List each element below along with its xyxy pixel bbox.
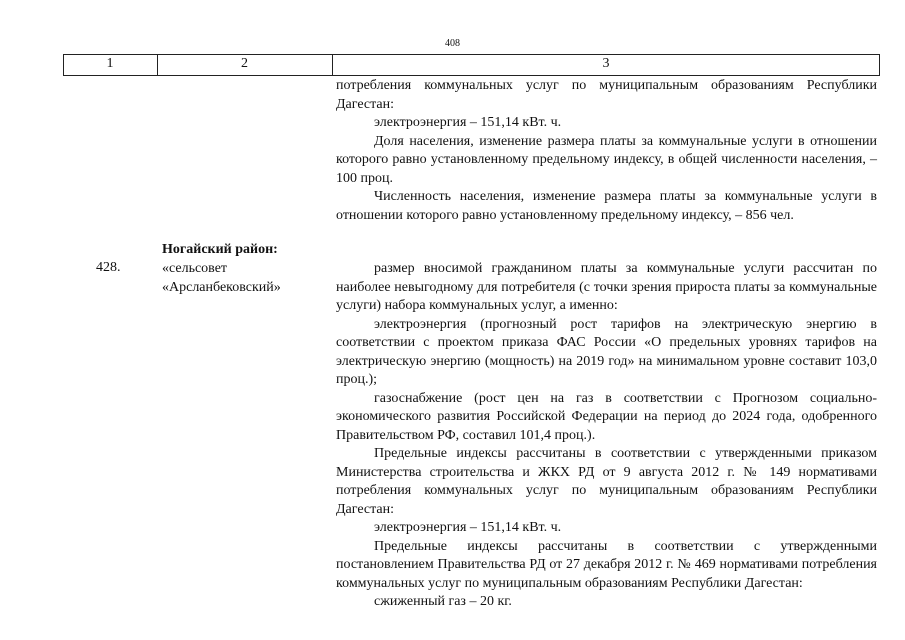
paragraph: Предельные индексы рассчитаны в соответствии с утвержденными приказом Министерства строительства и ЖКХ РД от 9 августа 2012 г. № 149 нормативами потребления коммунальных услуг по муниципальным образованиям Республики Дагестан: [336, 446, 877, 517]
table-header-row [63, 54, 880, 76]
entry-number: 428. [96, 260, 121, 275]
table-border-right [879, 55, 880, 75]
paragraph: Предельные индексы рассчитаны в соответствии с утвержденными постановлением Правительства РД от 27 декабря 2012 г. № 469 нормативами потребления коммунальных услуг по муниципальным образованиям Республики Дагестан: [336, 538, 877, 591]
column-2-header: 2 [241, 56, 248, 71]
paragraph: газоснабжение (рост цен на газ в соответствии с Прогнозом социально-экономического развития Российской Федерации на период до 2024 года, одобренного Правительством РФ, составил 101,4 проц.). [336, 390, 877, 443]
paragraph: размер вносимой гражданином платы за коммунальные услуги рассчитан по наиболее невыгодному для потребителя (с точки зрения прироста платы за коммунальные услуги) набора коммунальных услуг, а именно: [336, 261, 877, 313]
paragraph: Доля населения, изменение размера платы за коммунальные услуги в отношении которого равно установленному предельному индексу, в общей численности населения, – 100 проц. [336, 133, 877, 186]
paragraph: Численность населения, изменение размера платы за коммунальные услуги в отношении которого равно установленному предельному индексу, – 856 чел. [336, 189, 877, 223]
paragraph: электроэнергия (прогнозный рост тарифов на электрическую энергию в соответствии с проектом приказа ФАС России «О предельных уровнях тарифов на электрическую энергию (мощность) на 2019 год» на минимальном уровне составит 103,0 проц.); [336, 316, 877, 387]
paragraph: сжиженный газ – 20 кг. [374, 594, 512, 609]
paragraph: электроэнергия – 151,14 кВт. ч. [374, 520, 562, 535]
entry-name: «сельсовет «Арсланбековский» [162, 261, 281, 295]
paragraph: потребления коммунальных услуг по муниципальным образованиям Республики Дагестан: [336, 78, 877, 112]
previous-entry-continuation [336, 77, 877, 225]
column-3-header: 3 [602, 56, 610, 71]
district-heading: Ногайский район: [162, 242, 278, 257]
paragraph: электроэнергия – 151,14 кВт. ч. [374, 115, 562, 130]
page-number: 408 [445, 38, 460, 49]
column-1-header: 1 [106, 56, 114, 71]
entry-description [336, 260, 877, 612]
